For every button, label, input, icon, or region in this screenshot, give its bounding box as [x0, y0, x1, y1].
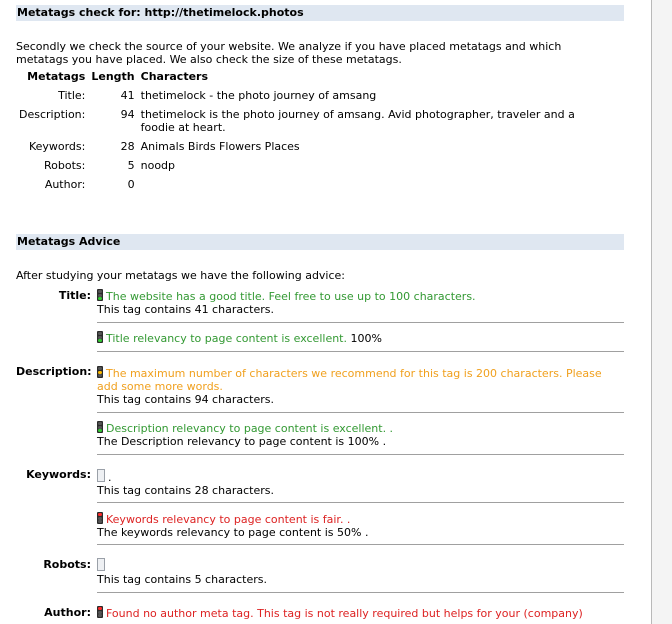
table-row — [16, 108, 614, 140]
advice-author-label: Author: — [44, 606, 91, 619]
advice-keywords-msg2-detail: The keywords relevancy to page content is 50% . — [97, 526, 369, 539]
traffic-light-amber-icon — [97, 366, 103, 378]
divider — [97, 412, 624, 413]
advice-description-msg1-detail: This tag contains 94 characters. — [97, 393, 274, 406]
metatags-table — [16, 70, 614, 197]
advice-description-block-2 — [97, 421, 624, 448]
advice-robots-msg1-detail: This tag contains 5 characters. — [97, 573, 267, 586]
col-metatags: Metatags — [27, 70, 86, 83]
table-row — [16, 89, 614, 108]
advice-description-block-1 — [97, 366, 624, 406]
divider — [97, 454, 624, 455]
traffic-light-red-icon — [97, 512, 103, 524]
row-length: 0 — [127, 178, 135, 191]
advice-title-msg2-value: 100% — [350, 332, 382, 345]
traffic-light-red-icon — [97, 606, 103, 618]
col-length: Length — [91, 70, 135, 83]
metatags-check-intro: Secondly we check the source of your website. We analyze if you have placed metatags and which metatags you have placed. We also check the size of these metatags. — [16, 40, 562, 66]
advice-description-label: Description: — [16, 365, 92, 378]
row-tag: Keywords: — [28, 140, 86, 153]
table-row — [16, 140, 614, 159]
advice-robots-label: Robots: — [43, 558, 91, 571]
traffic-light-green-icon — [97, 289, 103, 301]
row-tag: Author: — [44, 178, 86, 191]
advice-keywords-block-2 — [97, 512, 624, 539]
metatags-advice-intro: After studying your metatags we have the following advice: — [16, 269, 346, 282]
row-tag: Title: — [58, 89, 86, 102]
row-characters — [138, 178, 614, 197]
col-characters: Characters — [140, 70, 209, 83]
advice-keywords-msg1: . — [108, 471, 112, 484]
advice-title-msg2: Title relevancy to page content is excellent. — [106, 332, 347, 345]
advice-keywords-msg1-detail: This tag contains 28 characters. — [97, 484, 274, 497]
table-row — [16, 159, 614, 178]
row-length: 5 — [127, 159, 135, 172]
advice-robots-block-1 — [97, 558, 624, 586]
row-characters: noodp — [140, 159, 176, 172]
row-length: 28 — [120, 140, 135, 153]
metatags-check-header: Metatags check for: http://thetimelock.photos — [16, 5, 624, 21]
advice-description-msg1: The maximum number of characters we recommend for this tag is 200 characters. Please add some more words. — [97, 367, 602, 393]
row-length: 94 — [120, 108, 135, 121]
row-characters: thetimelock is the photo journey of amsang. Avid photographer, traveler and a foodie at heart. — [140, 108, 575, 134]
advice-keywords-label: Keywords: — [26, 468, 91, 481]
advice-title-msg1-detail: This tag contains 41 characters. — [97, 303, 274, 316]
row-length: 41 — [120, 89, 135, 102]
info-blank-icon — [97, 469, 105, 482]
divider — [97, 322, 624, 323]
traffic-light-green-icon — [97, 331, 103, 343]
scroll-gutter — [652, 0, 672, 624]
advice-keywords-msg2: Keywords relevancy to page content is fair. . — [106, 513, 351, 526]
advice-description-msg2: Description relevancy to page content is excellent. . — [106, 422, 394, 435]
advice-title-block-2 — [97, 331, 624, 345]
advice-title-label: Title: — [58, 289, 91, 302]
metatags-table-header-row — [16, 70, 614, 89]
row-tag: Robots: — [44, 159, 86, 172]
row-characters: Animals Birds Flowers Places — [140, 140, 300, 153]
advice-author-msg1: Found no author meta tag. This tag is not really required but helps for your (company) — [106, 607, 583, 620]
metatags-advice-header: Metatags Advice — [16, 234, 624, 250]
divider — [97, 502, 624, 503]
divider — [97, 592, 624, 593]
row-tag: Description: — [19, 108, 86, 121]
advice-keywords-block-1 — [97, 469, 624, 497]
info-blank-icon — [97, 558, 105, 571]
table-row — [16, 178, 614, 197]
divider — [97, 544, 624, 545]
advice-author-block-1 — [97, 606, 624, 620]
advice-title-msg1: The website has a good title. Feel free to use up to 100 characters. — [106, 290, 476, 303]
divider — [97, 351, 624, 352]
row-characters: thetimelock - the photo journey of amsang — [140, 89, 377, 102]
advice-description-msg2-detail: The Description relevancy to page content is 100% . — [97, 435, 387, 448]
traffic-light-green-icon — [97, 421, 103, 433]
advice-title-block-1 — [97, 289, 624, 316]
